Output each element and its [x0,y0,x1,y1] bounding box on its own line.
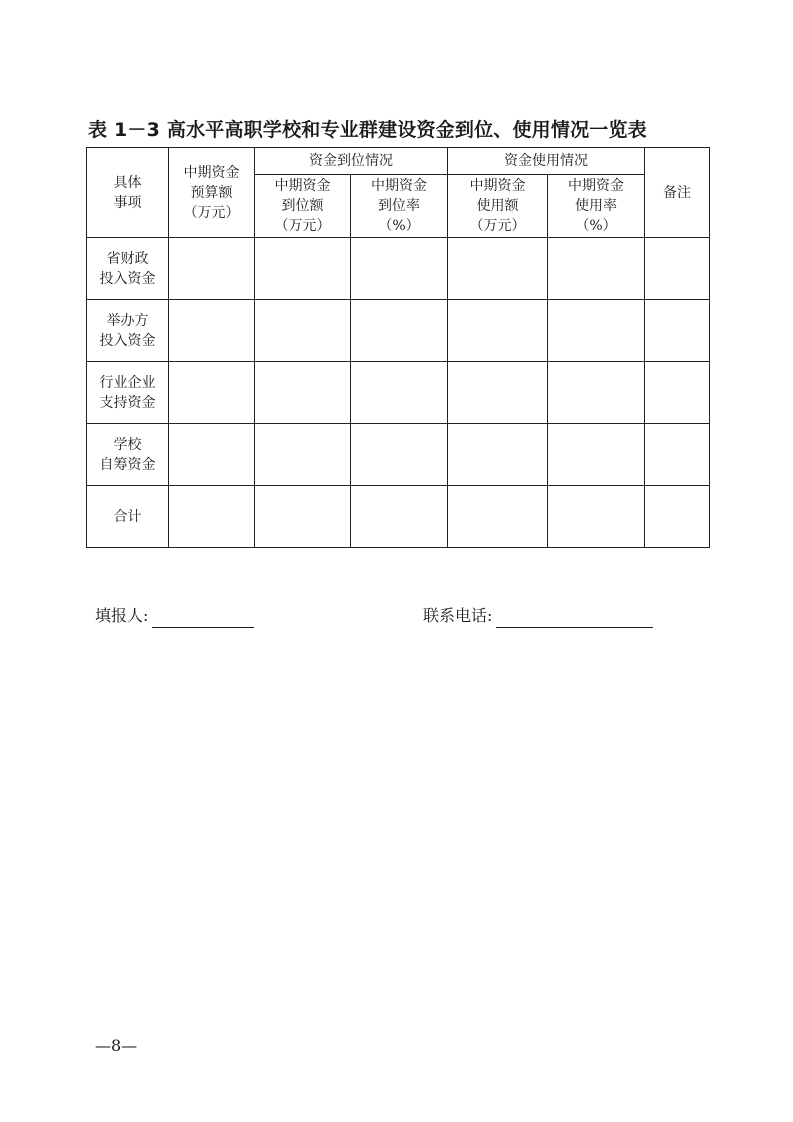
header-usage-group: 资金使用情况 [448,148,645,175]
cell-usage-rate[interactable] [548,300,645,362]
cell-arrival-rate[interactable] [351,424,448,486]
cell-usage-amount[interactable] [448,362,548,424]
cell-arrival-rate[interactable] [351,362,448,424]
cell-remarks[interactable] [645,300,710,362]
header-row-1 [87,148,710,175]
header-arrival-group: 资金到位情况 [255,148,448,175]
cell-arrival-rate[interactable] [351,300,448,362]
cell-arrival-amount[interactable] [255,424,351,486]
cell-arrival-rate[interactable] [351,238,448,300]
header-arrival-amount: 中期资金 到位额 （万元） [255,175,351,238]
cell-remarks[interactable] [645,362,710,424]
phone-label: 联系电话: [423,606,493,625]
table-row [87,300,710,362]
table-title: 表 1－3 高水平高职学校和专业群建设资金到位、使用情况一览表 [88,119,647,141]
header-budget: 中期资金 预算额 （万元） [169,148,255,238]
filler-blank-line[interactable] [152,609,254,628]
cell-arrival-amount[interactable] [255,238,351,300]
table-row [87,424,710,486]
cell-budget[interactable] [169,362,255,424]
header-remarks: 备注 [645,148,710,238]
cell-arrival-amount[interactable] [255,486,351,548]
table-row-total [87,486,710,548]
cell-usage-amount[interactable] [448,300,548,362]
cell-remarks[interactable] [645,238,710,300]
cell-usage-amount[interactable] [448,486,548,548]
row-label: 举办方 投入资金 [87,300,169,362]
row-label: 学校 自筹资金 [87,424,169,486]
header-item: 具体 事项 [87,148,169,238]
cell-budget[interactable] [169,300,255,362]
phone-blank-line[interactable] [496,609,653,628]
cell-usage-rate[interactable] [548,424,645,486]
cell-remarks[interactable] [645,486,710,548]
cell-arrival-rate[interactable] [351,486,448,548]
funding-table [86,147,710,548]
cell-budget[interactable] [169,238,255,300]
page-number: —8— [95,1036,138,1055]
cell-usage-rate[interactable] [548,486,645,548]
cell-budget[interactable] [169,424,255,486]
header-usage-rate: 中期资金 使用率 （%） [548,175,645,238]
cell-budget[interactable] [169,486,255,548]
phone-field [423,604,653,628]
filler-field [95,604,254,628]
cell-arrival-amount[interactable] [255,362,351,424]
row-label: 省财政 投入资金 [87,238,169,300]
cell-usage-rate[interactable] [548,238,645,300]
cell-usage-rate[interactable] [548,362,645,424]
table-row [87,238,710,300]
header-usage-amount: 中期资金 使用额 （万元） [448,175,548,238]
row-label: 合计 [87,486,169,548]
header-arrival-rate: 中期资金 到位率 （%） [351,175,448,238]
cell-usage-amount[interactable] [448,238,548,300]
cell-arrival-amount[interactable] [255,300,351,362]
cell-usage-amount[interactable] [448,424,548,486]
row-label: 行业企业 支持资金 [87,362,169,424]
filler-label: 填报人: [95,606,149,625]
cell-remarks[interactable] [645,424,710,486]
table-row [87,362,710,424]
